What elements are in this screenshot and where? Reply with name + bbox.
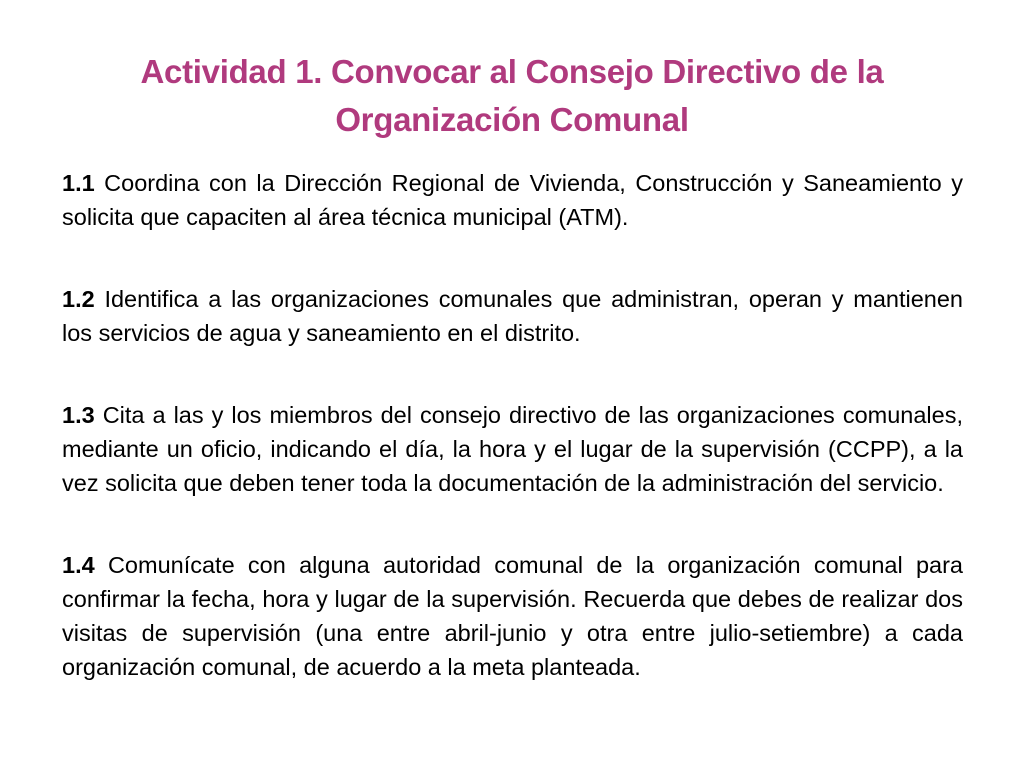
item-number: 1.1 <box>62 170 105 196</box>
slide-title: Actividad 1. Convocar al Consejo Directivo de la Organización Comunal <box>140 53 884 138</box>
item-text: Identifica a las organizaciones comunales que administran, operan y mantienen los servicios de agua y saneamiento en el distrito. <box>62 286 963 346</box>
item-text: Comunícate con alguna autoridad comunal de la organización comunal para confirmar la fecha, hora y lugar de la supervisión. Recuerda que debes de realizar dos visitas de supervisión (una entre abril-junio y otra entre julio-setiembre) a cada organización comunal, de acuerdo a la meta planteada. <box>62 552 963 680</box>
list-item <box>62 282 963 350</box>
list-item <box>62 548 963 684</box>
item-number: 1.4 <box>62 552 108 578</box>
item-number: 1.3 <box>62 402 103 428</box>
item-number: 1.2 <box>62 286 105 312</box>
item-text: Coordina con la Dirección Regional de Vivienda, Construcción y Saneamiento y solicita que capaciten al área técnica municipal (ATM). <box>62 170 963 230</box>
list-item <box>62 398 963 500</box>
list-item <box>62 166 963 234</box>
item-text: Cita a las y los miembros del consejo directivo de las organizaciones comunales, mediante un oficio, indicando el día, la hora y el lugar de la supervisión (CCPP), a la vez solicita que deben tener toda la documentación de la administración del servicio. <box>62 402 963 496</box>
slide-content <box>62 166 963 684</box>
